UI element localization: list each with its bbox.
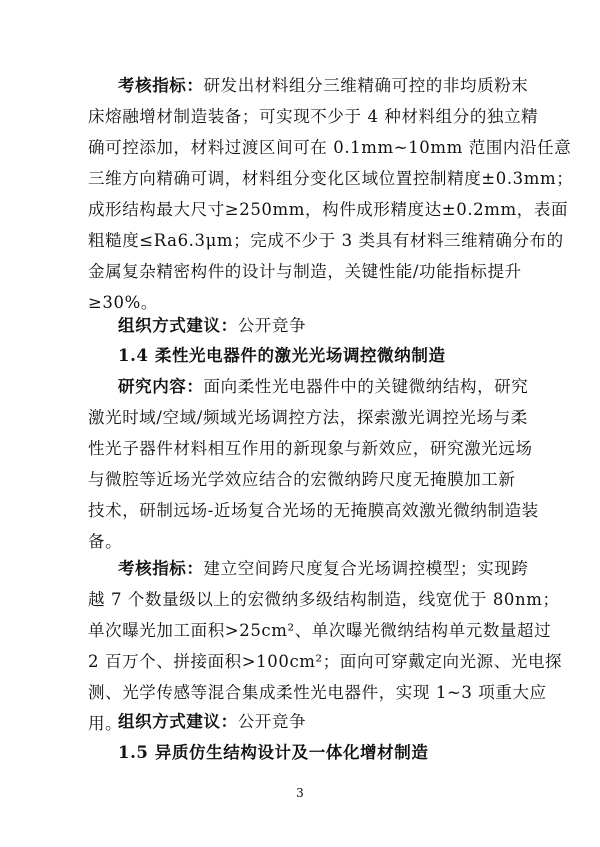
eval-line-s14: 测、光学传感等混合集成柔性光电器件，实现 1~3 项重大应 [88,683,547,702]
eval-line-s14: 单次曝光加工面积>25cm²、单次曝光微纳结构单元数量超过 [88,621,552,640]
eval-paragraph-line-1 [118,76,528,96]
eval-line-s14: 2 百万个、拼接面积>100cm²；面向可穿戴定向光源、光电探 [88,652,563,671]
eval-text-s14: 建立空间跨尺度复合光场调控模型；实现跨 [203,559,529,578]
eval-line: 粗糙度≤Ra6.3μm；完成不少于 3 类具有材料三维精确分布的 [88,231,564,250]
page-number: 3 [296,786,304,800]
research-line: 与微腔等近场光学效应结合的宏微纳跨尺度无掩膜加工新 [88,470,516,489]
org-label: 组织方式建议： [118,316,238,335]
eval-label-s14: 考核指标： [118,559,204,578]
eval-line: ≥30%。 [88,293,158,312]
research-line: 激光时域/空域/频域光场调控方法，探索激光调控光场与柔 [88,408,528,427]
eval-line: 成形结构最大尺寸≥250mm，构件成形精度达±0.2mm，表面 [88,200,569,219]
org-value-s14: 公开竞争 [237,712,307,731]
research-line: 性光子器件材料相互作用的新现象与新效应，研究激光远场 [88,439,533,458]
research-line: 技术，研制远场-近场复合光场的无掩膜高效激光微纳制造装 [88,501,539,520]
research-text: 面向柔性光电器件中的关键微纳结构，研究 [203,377,529,396]
org-paragraph-s14 [118,712,306,732]
org-paragraph [118,316,306,336]
eval-label: 考核指标： [118,76,204,95]
eval-text: 研发出材料组分三维精确可控的非均质粉末 [203,76,529,95]
eval-line-s14: 用。 [88,714,123,733]
research-label: 研究内容： [118,377,204,396]
eval-line: 三维方向精确可调，材料组分变化区域位置控制精度±0.3mm； [88,169,574,188]
eval-line: 床熔融增材制造装备；可实现不少于 4 种材料组分的独立精 [88,107,539,126]
eval-line: 确可控添加，材料过渡区间可在 0.1mm~10mm 范围内沿任意 [88,138,572,157]
research-line: 备。 [88,532,123,551]
section-heading-1-4: 1.4 柔性光电器件的激光光场调控微纳制造 [118,346,446,365]
org-label-s14: 组织方式建议： [118,712,238,731]
section-heading-1-5: 1.5 异质仿生结构设计及一体化增材制造 [118,743,429,762]
eval-line-s14: 越 7 个数量级以上的宏微纳多级结构制造，线宽优于 80nm； [88,590,560,609]
eval-line: 金属复杂精密构件的设计与制造，关键性能/功能指标提升 [88,262,522,281]
eval-paragraph-line-1-s14 [118,559,528,579]
org-value: 公开竞争 [237,316,307,335]
research-paragraph-line-1 [118,377,528,397]
